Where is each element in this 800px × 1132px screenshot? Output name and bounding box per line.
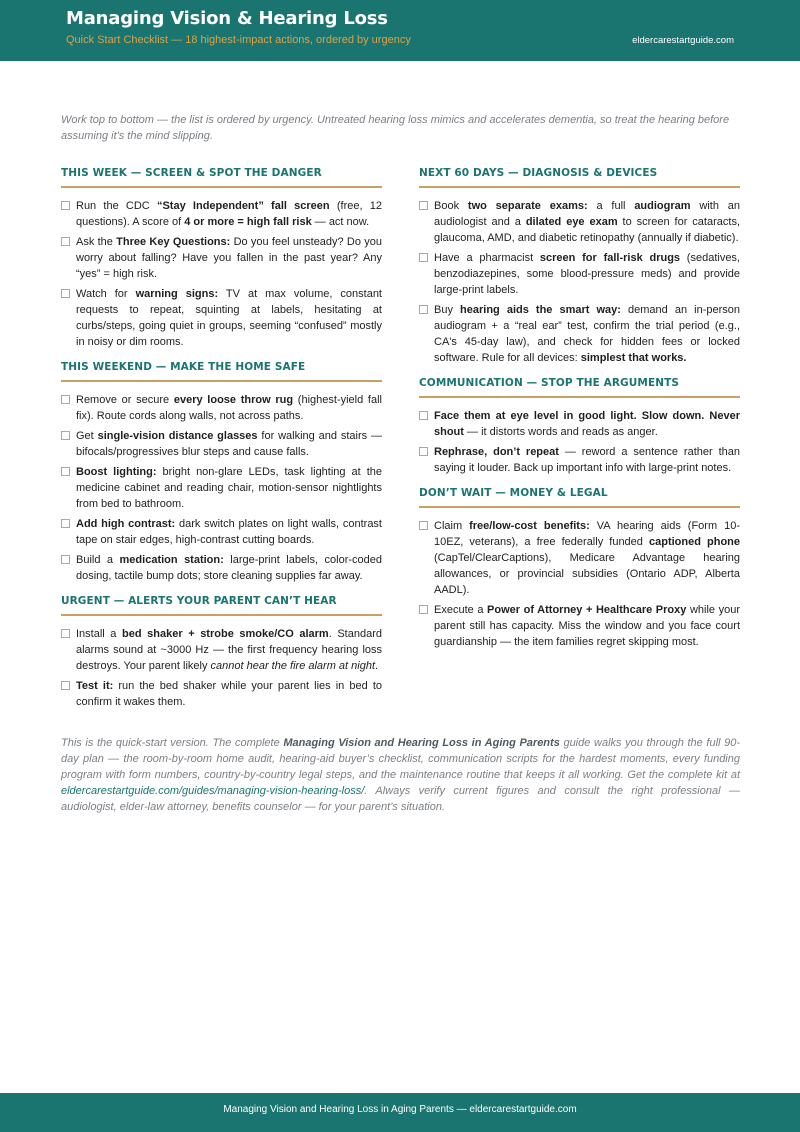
checkbox-icon[interactable]: [61, 555, 70, 564]
section-heading: NEXT 60 DAYS — DIAGNOSIS & DEVICES: [419, 166, 740, 188]
page-header: [0, 0, 800, 61]
checklist-item: [61, 234, 382, 282]
text-run: 4 or more = high fall risk: [184, 216, 312, 228]
guide-link[interactable]: eldercarestartguide.com/guides/managing-vision-hearing-loss/: [61, 785, 365, 797]
text-run: two separate exams:: [467, 200, 588, 212]
text-run: Managing Vision and Hearing Loss in Aging Parents: [283, 737, 560, 749]
text-run: captioned phone: [648, 536, 740, 548]
checklist-item: [61, 392, 382, 424]
text-run: to screen for cataracts, glaucoma, AMD, and diabetic retinopathy (annually if diabetic).: [434, 216, 740, 244]
right-column: [419, 166, 740, 660]
text-run: dark switch plates on light walls, contrast tape on stair edges, high-contrast cutting boards.: [76, 518, 382, 546]
text-run: Remove or secure: [76, 394, 174, 406]
text-run: Power of Attorney + Healthcare Proxy: [487, 604, 687, 616]
text-run: for walking and stairs — bifocals/progressives blur steps and cause falls.: [76, 430, 382, 458]
checkbox-icon[interactable]: [61, 681, 70, 690]
section-heading: THIS WEEKEND — MAKE THE HOME SAFE: [61, 360, 382, 382]
text-run: — it distorts words and reads as anger.: [463, 426, 658, 438]
checklist-item: [419, 408, 740, 440]
checklist-item: [61, 626, 382, 674]
text-run: bright non-glare LEDs, task lighting at the medicine cabinet and reading chair, motion-sensor nightlights from bed to bathroom.: [76, 466, 383, 510]
checklist-section: [419, 486, 740, 650]
checkbox-icon[interactable]: [61, 431, 70, 440]
checklist-item: [61, 516, 382, 548]
checkbox-icon[interactable]: [419, 411, 428, 420]
site-name: eldercarestartguide.com: [632, 35, 734, 46]
text-run: Test it:: [76, 680, 114, 692]
page-subtitle: Quick Start Checklist — 18 highest-impact actions, ordered by urgency: [66, 34, 411, 46]
text-run: dilated eye exam: [525, 216, 618, 228]
text-run: Ask the: [76, 236, 117, 248]
checkbox-icon[interactable]: [61, 237, 70, 246]
text-run: bed shaker + strobe smoke/CO alarm: [122, 628, 329, 640]
page-footer: [0, 1093, 800, 1132]
text-run: VA hearing aids (Form 10-10EZ, veterans), a free federally funded: [434, 520, 740, 548]
text-run: (free, 12 questions). A score of: [76, 200, 382, 228]
section-heading: URGENT — ALERTS YOUR PARENT CAN’T HEAR: [61, 594, 382, 616]
checklist-item: [419, 302, 740, 366]
text-run: while your parent still has capacity. Miss the window and you face court guardianship — the item families regret skipping most.: [434, 604, 740, 648]
text-run: Have a pharmacist: [434, 252, 540, 264]
checkbox-icon[interactable]: [419, 253, 428, 262]
checkbox-icon[interactable]: [419, 201, 428, 210]
text-run: Buy: [434, 304, 461, 316]
closing-paragraph: [61, 735, 740, 815]
text-run: simplest that works.: [580, 352, 687, 364]
text-run: TV at max volume, constant requests to repeat, squinting at labels, hesitating at curbs/steps, going quiet in groups, seeming “confused” mostly in noisy or dim rooms.: [76, 288, 382, 348]
checkbox-icon[interactable]: [61, 201, 70, 210]
text-run: Get: [76, 430, 98, 442]
checklist-item: [419, 250, 740, 298]
section-heading: DON’T WAIT — MONEY & LEGAL: [419, 486, 740, 508]
text-run: Add high contrast:: [76, 518, 176, 530]
text-run: Install a: [76, 628, 123, 640]
text-run: Rephrase, don’t repeat: [434, 446, 559, 458]
checklist-item: [419, 444, 740, 476]
text-run: run the bed shaker while your parent lies in bed to confirm it wakes them.: [76, 680, 382, 708]
text-run: .: [375, 660, 379, 672]
checklist-section: [61, 166, 382, 350]
checklist-item: [61, 552, 382, 584]
text-run: Claim: [434, 520, 470, 532]
checkbox-icon[interactable]: [61, 395, 70, 404]
checkbox-icon[interactable]: [61, 467, 70, 476]
left-column: [61, 166, 382, 720]
text-run: warning signs:: [135, 288, 219, 300]
checkbox-icon[interactable]: [419, 447, 428, 456]
text-run: This is the quick-start version. The complete: [61, 737, 284, 749]
text-run: Run the CDC: [76, 200, 157, 212]
text-run: cannot hear the fire alarm at night: [210, 660, 376, 672]
checklist-item: [419, 198, 740, 246]
text-run: — act now.: [311, 216, 370, 228]
checkbox-icon[interactable]: [61, 629, 70, 638]
text-run: medication station:: [119, 554, 224, 566]
text-run: Three Key Questions:: [116, 236, 231, 248]
text-run: Build a: [76, 554, 120, 566]
text-run: every loose throw rug: [173, 394, 294, 406]
checklist-section: [61, 360, 382, 584]
text-run: single-vision distance glasses: [97, 430, 258, 442]
checkbox-icon[interactable]: [419, 305, 428, 314]
checklist-section: [419, 166, 740, 366]
text-run: . Standard alarms sound at ~3000 Hz — the first frequency hearing loss destroys. Your parent likely: [76, 628, 382, 672]
footer-text: Managing Vision and Hearing Loss in Aging Parents — eldercarestartguide.com: [223, 1104, 577, 1115]
checkbox-icon[interactable]: [61, 519, 70, 528]
text-run: screen for fall-risk drugs: [539, 252, 681, 264]
text-run: . Always verify current figures and consult the right professional — audiologist, elder-law attorney, benefits counselor — for your parent’s situation.: [61, 785, 740, 813]
section-heading: THIS WEEK — SCREEN & SPOT THE DANGER: [61, 166, 382, 188]
text-run: (sedatives, benzodiazepines, some blood-pressure meds) and provide large-print labels.: [434, 252, 740, 296]
checkbox-icon[interactable]: [419, 605, 428, 614]
page-title: Managing Vision & Hearing Loss: [66, 8, 388, 29]
checklist-item: [419, 602, 740, 650]
intro-text: Work top to bottom — the list is ordered by urgency. Untreated hearing loss mimics and accelerates dementia, so treat the hearing before assuming it's the mind slipping.: [61, 114, 730, 142]
section-heading: COMMUNICATION — STOP THE ARGUMENTS: [419, 376, 740, 398]
checklist-item: [419, 518, 740, 598]
checkbox-icon[interactable]: [419, 521, 428, 530]
text-run: “Stay Independent” fall screen: [156, 200, 330, 212]
checkbox-icon[interactable]: [61, 289, 70, 298]
text-run: with an audiologist and a: [434, 200, 740, 228]
text-run: Do you feel unsteady? Do you worry about falling? Have you fallen in the past year? Any “yes” = high risk.: [76, 236, 382, 280]
text-run: Boost lighting:: [76, 466, 157, 478]
text-run: (CapTel/ClearCaptions), Medicare Advantage hearing allowances, or provincial subsidies (Ontario ADP, Alberta AADL).: [434, 552, 740, 596]
text-run: — reword a sentence rather than saying it louder. Back up important info with large-print notes.: [434, 446, 740, 474]
text-run: demand an in-person audiogram + a “real ear” test, confirm the trial period (e.g., CA's 45-day law), and check for hidden fees or locked software. Rule for all devices:: [434, 304, 740, 364]
checklist-item: [61, 428, 382, 460]
text-run: guide walks you through the full 90-day plan — the room-by-room home audit, hearing-aid buyer’s checklist, communication scripts for the hardest moments, every funding program with form numbers, country-by-country legal steps, and the maintenance routine that keeps it all working. Get the complete kit at: [61, 737, 741, 781]
text-run: Watch for: [76, 288, 136, 300]
checklist-section: [419, 376, 740, 476]
text-run: hearing aids the smart way:: [460, 304, 621, 316]
checklist-item: [61, 678, 382, 710]
text-run: large-print labels, color-coded dosing, tactile bump dots; store cleaning supplies far away.: [76, 554, 383, 582]
text-run: (highest-yield fall fix). Route cords along walls, not across paths.: [76, 394, 382, 422]
checklist-item: [61, 286, 382, 350]
text-run: Book: [434, 200, 468, 212]
text-run: a full: [587, 200, 635, 212]
checklist-item: [61, 198, 382, 230]
text-run: Execute a: [434, 604, 488, 616]
text-run: audiogram: [634, 200, 691, 212]
text-run: free/low-cost benefits:: [469, 520, 590, 532]
checklist-section: [61, 594, 382, 710]
checklist-item: [61, 464, 382, 512]
text-run: Face them at eye level in good light. Slow down. Never shout: [434, 410, 740, 438]
